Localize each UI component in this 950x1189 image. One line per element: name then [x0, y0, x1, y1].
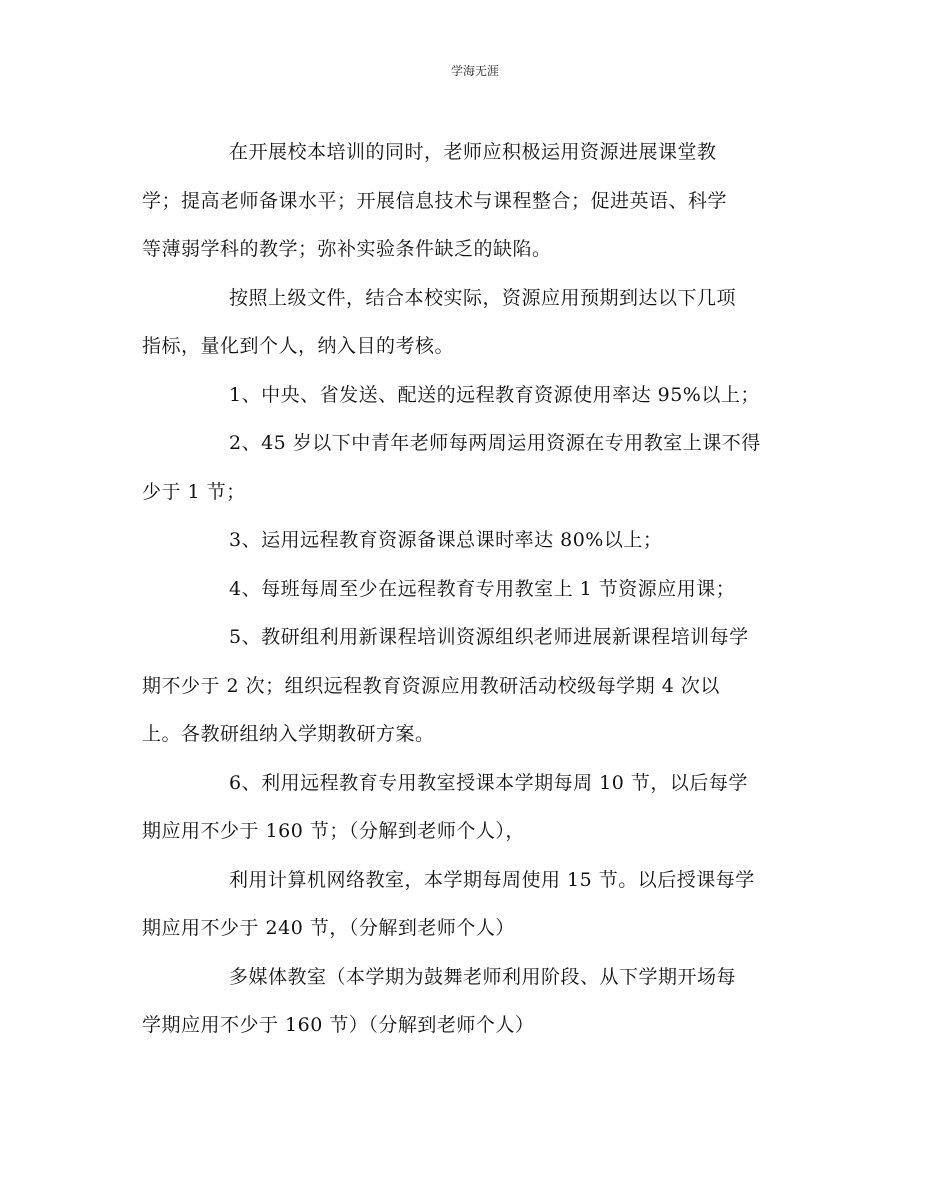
paragraph-line: 指标，量化到个人，纳入目的考核。: [142, 335, 455, 357]
list-item-4: [142, 565, 812, 614]
paragraph-line: 3、运用远程教育资源备课总课时率达 80%以上；: [229, 529, 663, 551]
paragraph-line: 按照上级文件，结合本校实际，资源应用预期到达以下几项: [229, 286, 737, 309]
paragraph-line: 学；提高老师备课水平；开展信息技术与课程整合；促进英语、科学: [142, 189, 728, 212]
paragraph-line: 在开展校本培训的同时，老师应积极运用资源进展课堂教: [229, 141, 717, 163]
list-item-2: [142, 419, 812, 516]
paragraph-line: 期应用不少于 160 节；（分解到老师个人），: [142, 820, 525, 842]
list-item-3: [142, 516, 812, 565]
paragraph-line: 利用计算机网络教室，本学期每周使用 15 节。以后授课每学: [229, 868, 755, 891]
paragraph-1: [142, 128, 812, 274]
list-item-6: [142, 759, 812, 856]
list-item-1: [142, 371, 812, 420]
paragraph-line: 4、每班每周至少在远程教育专用教室上 1 节资源应用课；: [229, 577, 736, 600]
list-item-5: [142, 613, 812, 759]
paragraph-line: 2、45 岁以下中青年老师每两周运用资源在专用教室上课不得: [229, 432, 761, 454]
document-body: [142, 128, 812, 1050]
paragraph-line: 5、教研组利用新课程培训资源组织老师进展新课程培训每学: [229, 626, 749, 648]
paragraph-2: [142, 274, 812, 371]
paragraph-network-room: [142, 856, 812, 953]
paragraph-line: 6、利用远程教育专用教室授课本学期每周 10 节，以后每学: [229, 771, 748, 794]
paragraph-line: 少于 1 节；: [142, 480, 246, 503]
paragraph-line: 多媒体教室（本学期为鼓舞老师利用阶段、从下学期开场每: [229, 965, 737, 988]
paragraph-line: 学期应用不少于 160 节）（分解到老师个人）: [142, 1014, 535, 1036]
paragraph-line: 1、中央、省发送、配送的远程教育资源使用率达 95%以上；: [229, 383, 760, 406]
page-header: 学海无涯: [450, 64, 499, 78]
paragraph-line: 期不少于 2 次；组织远程教育资源应用教研活动校级每学期 4 次以: [142, 674, 720, 697]
paragraph-multimedia-room: [142, 953, 812, 1050]
paragraph-line: 等薄弱学科的教学；弥补实验条件缺乏的缺陷。: [142, 238, 552, 260]
paragraph-line: 上。各教研组纳入学期教研方案。: [142, 723, 435, 745]
paragraph-line: 期应用不少于 240 节，（分解到老师个人）: [142, 917, 515, 939]
